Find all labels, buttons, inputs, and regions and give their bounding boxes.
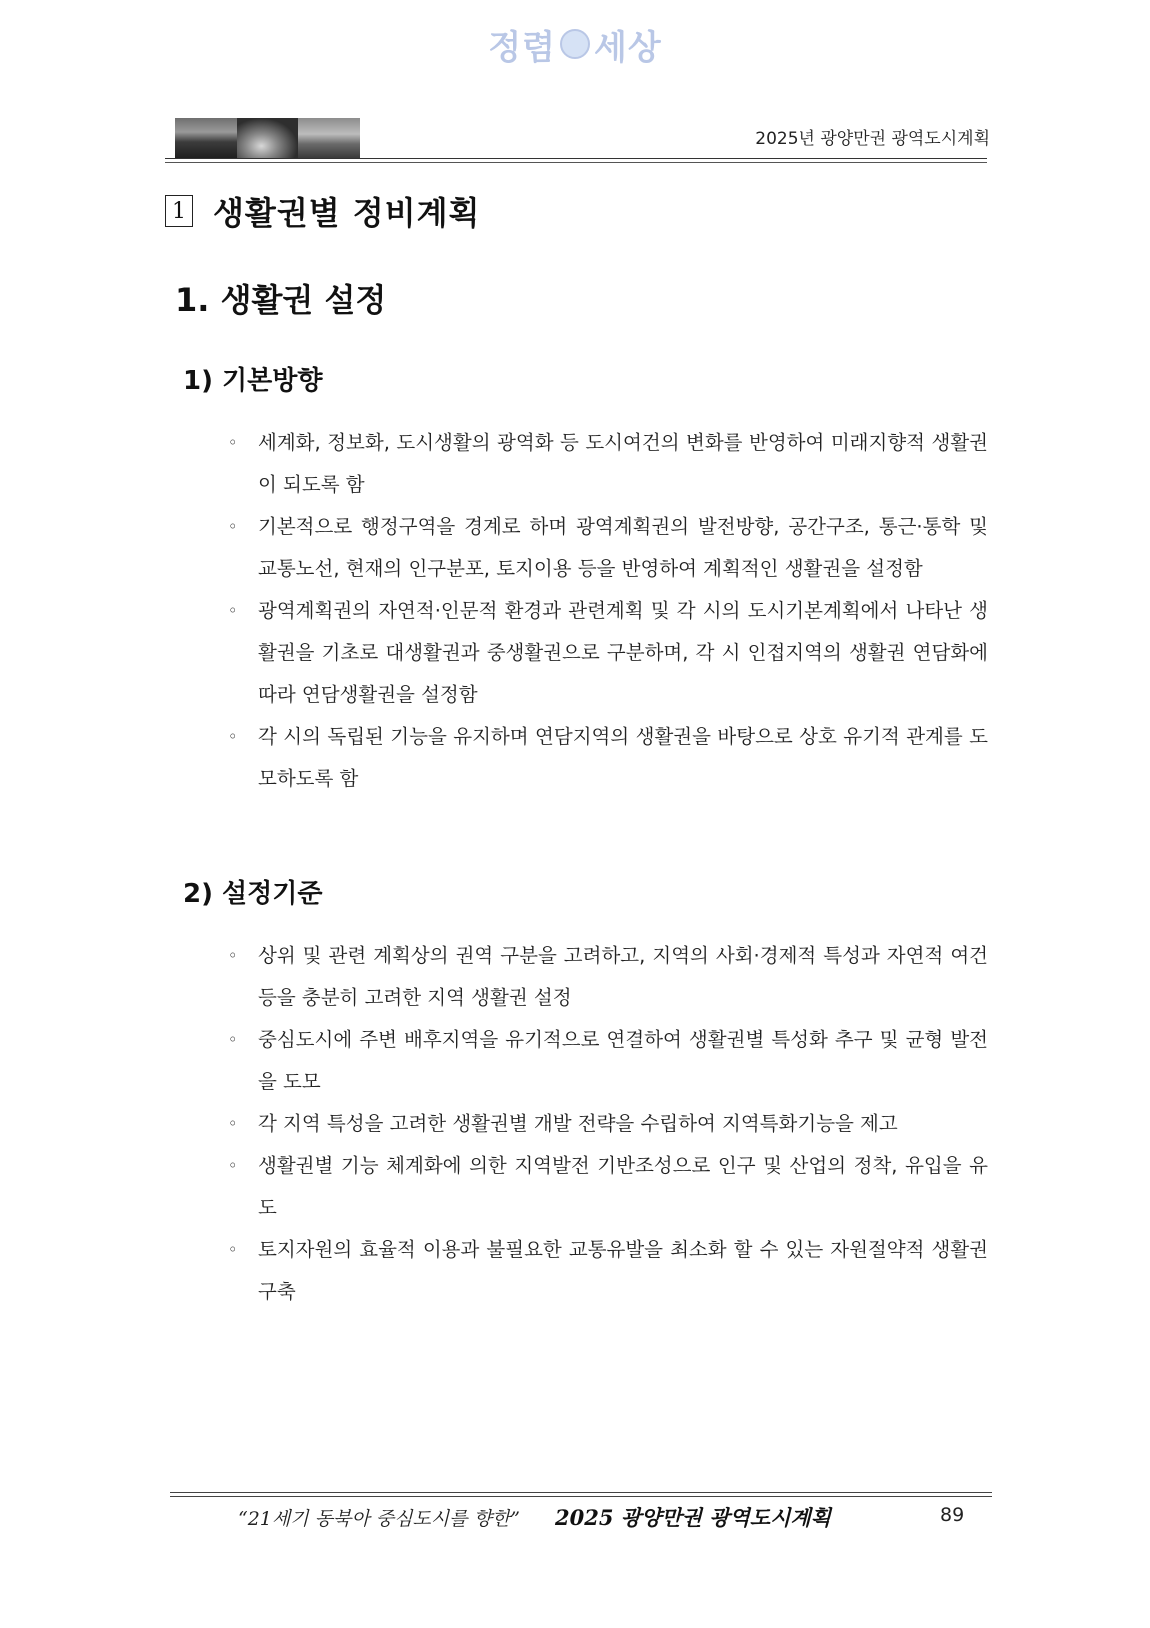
footer-divider-thin xyxy=(170,1496,992,1497)
list-item-text: 각 시의 독립된 기능을 유지하며 연담지역의 생활권을 바탕으로 상호 유기적 관계를 도모하도록 함 xyxy=(258,725,988,790)
footer-title: 2025 광양만권 광역도시계획 xyxy=(555,1505,831,1530)
footer-quote: “21세기 동북아 중심도시를 향한” xyxy=(238,1508,520,1530)
bullet-icon: ◦ xyxy=(228,601,238,620)
list-item xyxy=(228,590,988,716)
bullet-icon: ◦ xyxy=(228,727,238,746)
subsection-title-criteria: 2) 설정기준 xyxy=(183,879,323,909)
list-item-text: 생활권별 기능 체계화에 의한 지역발전 기반조성으로 인구 및 산업의 정착, 유입을 유도 xyxy=(258,1154,988,1219)
bullet-icon: ◦ xyxy=(228,946,238,965)
header-divider-thin xyxy=(165,162,987,163)
bullet-icon: ◦ xyxy=(228,1240,238,1259)
header-photo-bridge xyxy=(298,118,360,158)
bullet-icon: ◦ xyxy=(228,433,238,452)
logo-text-right: 세상 xyxy=(594,27,662,68)
header-divider xyxy=(165,158,987,159)
section-number-box: 1 xyxy=(165,195,193,227)
section-heading xyxy=(165,188,480,234)
logo xyxy=(480,22,670,66)
list-item-text: 토지자원의 효율적 이용과 불필요한 교통유발을 최소화 할 수 있는 자원절약적 생활권 구축 xyxy=(258,1238,988,1303)
list-item xyxy=(228,1229,988,1313)
bullet-icon: ◦ xyxy=(228,1030,238,1049)
list-item xyxy=(228,1145,988,1229)
header-photo-landscape-1 xyxy=(175,118,237,158)
list-item xyxy=(228,935,988,1019)
list-item-text: 상위 및 관련 계획상의 권역 구분을 고려하고, 지역의 사회·경제적 특성과 자연적 여건 등을 충분히 고려한 지역 생활권 설정 xyxy=(258,944,988,1009)
logo-text-left: 정렴 xyxy=(488,27,556,68)
list-item xyxy=(228,422,988,506)
page-number: 89 xyxy=(940,1504,965,1526)
list-item xyxy=(228,716,988,800)
subsection-title-basic-direction: 1) 기본방향 xyxy=(183,366,323,396)
criteria-list xyxy=(228,935,988,1313)
header-photo-strip xyxy=(175,118,360,158)
list-item xyxy=(228,1103,988,1145)
header-title: 2025년 광양만권 광역도시계획 xyxy=(755,129,990,149)
header-photo-river xyxy=(237,118,299,158)
bullet-icon: ◦ xyxy=(228,1114,238,1133)
footer-divider xyxy=(170,1492,992,1493)
bullet-icon: ◦ xyxy=(228,517,238,536)
basic-direction-list xyxy=(228,422,988,800)
logo-emblem-icon xyxy=(560,29,590,59)
bullet-icon: ◦ xyxy=(228,1156,238,1175)
section-title: 생활권별 정비계획 xyxy=(213,194,481,232)
list-item-text: 각 지역 특성을 고려한 생활권별 개발 전략을 수립하여 지역특화기능을 제고 xyxy=(258,1112,898,1135)
list-item-text: 광역계획권의 자연적·인문적 환경과 관련계획 및 각 시의 도시기본계획에서 나타난 생활권을 기초로 대생활권과 중생활권으로 구분하며, 각 시 인접지역의 생활권 연담화에 따라 연담생활권을 설정함 xyxy=(258,599,988,706)
list-item xyxy=(228,506,988,590)
chapter-title: 1. 생활권 설정 xyxy=(175,281,387,319)
list-item-text: 세계화, 정보화, 도시생활의 광역화 등 도시여건의 변화를 반영하여 미래지향적 생활권이 되도록 함 xyxy=(258,431,988,496)
list-item-text: 중심도시에 주변 배후지역을 유기적으로 연결하여 생활권별 특성화 추구 및 균형 발전을 도모 xyxy=(258,1028,988,1093)
list-item-text: 기본적으로 행정구역을 경계로 하며 광역계획권의 발전방향, 공간구조, 통근·통학 및 교통노선, 현재의 인구분포, 토지이용 등을 반영하여 계획적인 생활권을 설정함 xyxy=(258,515,988,580)
list-item xyxy=(228,1019,988,1103)
